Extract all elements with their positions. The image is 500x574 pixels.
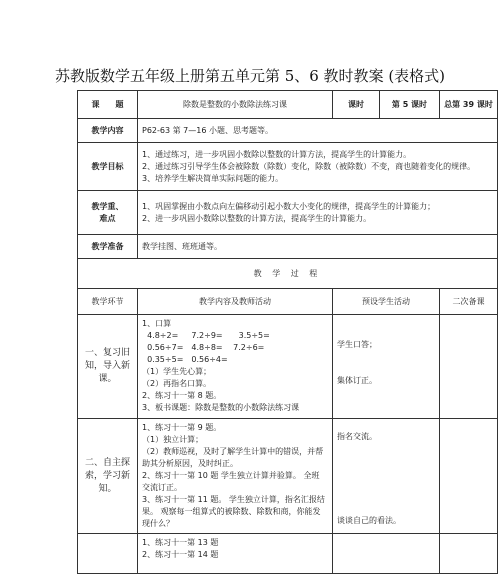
process-header-row xyxy=(78,289,498,315)
process-header-student: 预设学生活动 xyxy=(333,289,440,315)
stage-cell xyxy=(78,534,138,574)
student-cell xyxy=(333,419,440,534)
activity-line: 1、口算 xyxy=(142,319,172,328)
student-line xyxy=(337,503,435,515)
notes-cell xyxy=(440,419,498,534)
notes-cell xyxy=(440,315,498,419)
process-title-row xyxy=(78,259,498,289)
student-line xyxy=(337,479,435,491)
activity-line: （1）独立计算； xyxy=(142,435,204,444)
keypoints-list xyxy=(138,191,498,235)
document-title: 苏教版数学五年级上册第五单元第 5、6 教时教案 (表格式) xyxy=(54,67,446,85)
process-header-stage: 教学环节 xyxy=(78,289,138,315)
student-line: 学生口答； xyxy=(337,340,377,349)
keypoints-row xyxy=(78,191,498,235)
activity-line: 3、板书课题：除数是整数的小数除法练习课 xyxy=(142,403,300,412)
keypoints-label-line: 教学重、 xyxy=(91,201,124,211)
prep-row xyxy=(78,235,498,259)
period-label: 课时 xyxy=(333,91,380,119)
process-row xyxy=(78,534,498,574)
stage-line: 知，导入新 xyxy=(84,361,130,371)
student-cell xyxy=(333,534,440,574)
activity-line: 4.8÷2= 7.2÷9= 3.5÷5= xyxy=(142,331,270,340)
keypoints-label-line: 难点 xyxy=(99,213,116,223)
student-line xyxy=(337,443,435,455)
student-line xyxy=(337,491,435,503)
goal-item: 2、通过练习引导学生体会被除数（除数）变化，除数（被除数）不变，商也随着变化的规律。 xyxy=(142,161,476,171)
activity-line: 助其分析原因，及时纠正。 xyxy=(142,459,238,468)
student-line: 指名交流。 xyxy=(337,432,377,441)
activity-line: （1）学生先心算； xyxy=(142,367,212,376)
activity-line: 3、练习十一第 11 题。 学生独立计算，指名汇报结 xyxy=(142,495,325,504)
prep-label: 教学准备 xyxy=(78,235,138,259)
stage-line: 索，学习新 xyxy=(84,470,130,481)
stage-cell xyxy=(78,419,138,534)
process-header-notes: 二次备课 xyxy=(440,289,498,315)
lesson-plan-table xyxy=(77,90,498,574)
notes-cell xyxy=(440,534,498,574)
activity-line: 现什么？ xyxy=(142,519,174,528)
process-title: 教 学 过 程 xyxy=(78,259,498,289)
content-label: 教学内容 xyxy=(78,119,138,143)
period-value: 第 5 课时 xyxy=(380,91,440,119)
activity-line: 果。 观察每一组算式的被除数、除数和商，你能发 xyxy=(142,507,321,516)
goals-label: 教学目标 xyxy=(78,143,138,191)
activity-line: 2、练习十一第 10 题 学生独立计算并验算。 全班 xyxy=(142,471,320,480)
activity-cell xyxy=(138,534,333,574)
activity-line: 交流订正。 xyxy=(142,483,182,492)
activity-line: （2）再指名口算。 xyxy=(142,379,212,388)
process-row xyxy=(78,419,498,534)
stage-line: 一、复习旧 xyxy=(84,348,130,358)
total-period-value: 总第 39 课时 xyxy=(440,91,498,119)
process-row xyxy=(78,315,498,419)
stage-cell xyxy=(78,315,138,419)
student-line xyxy=(337,455,435,467)
goals-list xyxy=(138,143,498,191)
keypoint-item: 1、巩固掌握由小数点向左偏移动引起小数大小变化的规律，提高学生的计算能力； xyxy=(142,201,436,211)
topic-row xyxy=(78,91,498,119)
goal-item: 3、培养学生解决简单实际问题的能力。 xyxy=(142,173,284,183)
activity-line: 0.35÷5= 0.56÷4= xyxy=(142,355,228,364)
student-line: 谈谈自己的看法。 xyxy=(337,516,401,525)
process-header-content: 教学内容及教师活动 xyxy=(138,289,333,315)
student-line xyxy=(337,467,435,479)
goal-item: 1、通过练习，进一步巩固小数除以整数的计算方法，提高学生的计算能力。 xyxy=(142,149,412,159)
prep-value: 教学挂图、班班通等。 xyxy=(138,235,498,259)
stage-line: 知。 xyxy=(98,483,117,494)
activity-line: 1、练习十一第 13 题 xyxy=(142,538,219,547)
activity-line: （2）教师巡视，及时了解学生计算中的错误，并帮 xyxy=(142,447,324,456)
activity-line: 2、练习十一第 14 题 xyxy=(142,550,219,559)
activity-line: 2、练习十一第 8 题。 xyxy=(142,391,222,400)
activity-line: 0.56÷7= 4.8÷8= 7.2÷6= xyxy=(142,343,265,352)
content-value: P62-63 第 7—16 小题、思考题等。 xyxy=(138,119,498,143)
topic-label: 课 题 xyxy=(78,91,138,119)
keypoints-label xyxy=(78,191,138,235)
activity-cell xyxy=(138,315,333,419)
student-line: 集体订正。 xyxy=(337,376,377,385)
keypoint-item: 2、进一步巩固小数除以整数的计算方法，提高学生的计算能力。 xyxy=(142,213,372,223)
student-line xyxy=(337,363,435,375)
student-line xyxy=(337,351,435,363)
stage-line: 二、自主探 xyxy=(84,457,130,468)
student-cell xyxy=(333,315,440,419)
topic-value: 除数是整数的小数除法练习课 xyxy=(138,91,333,119)
activity-cell xyxy=(138,419,333,534)
stage-line: 课。 xyxy=(98,374,117,384)
activity-line: 1、练习十一第 9 题。 xyxy=(142,423,222,432)
goals-row xyxy=(78,143,498,191)
content-row xyxy=(78,119,498,143)
